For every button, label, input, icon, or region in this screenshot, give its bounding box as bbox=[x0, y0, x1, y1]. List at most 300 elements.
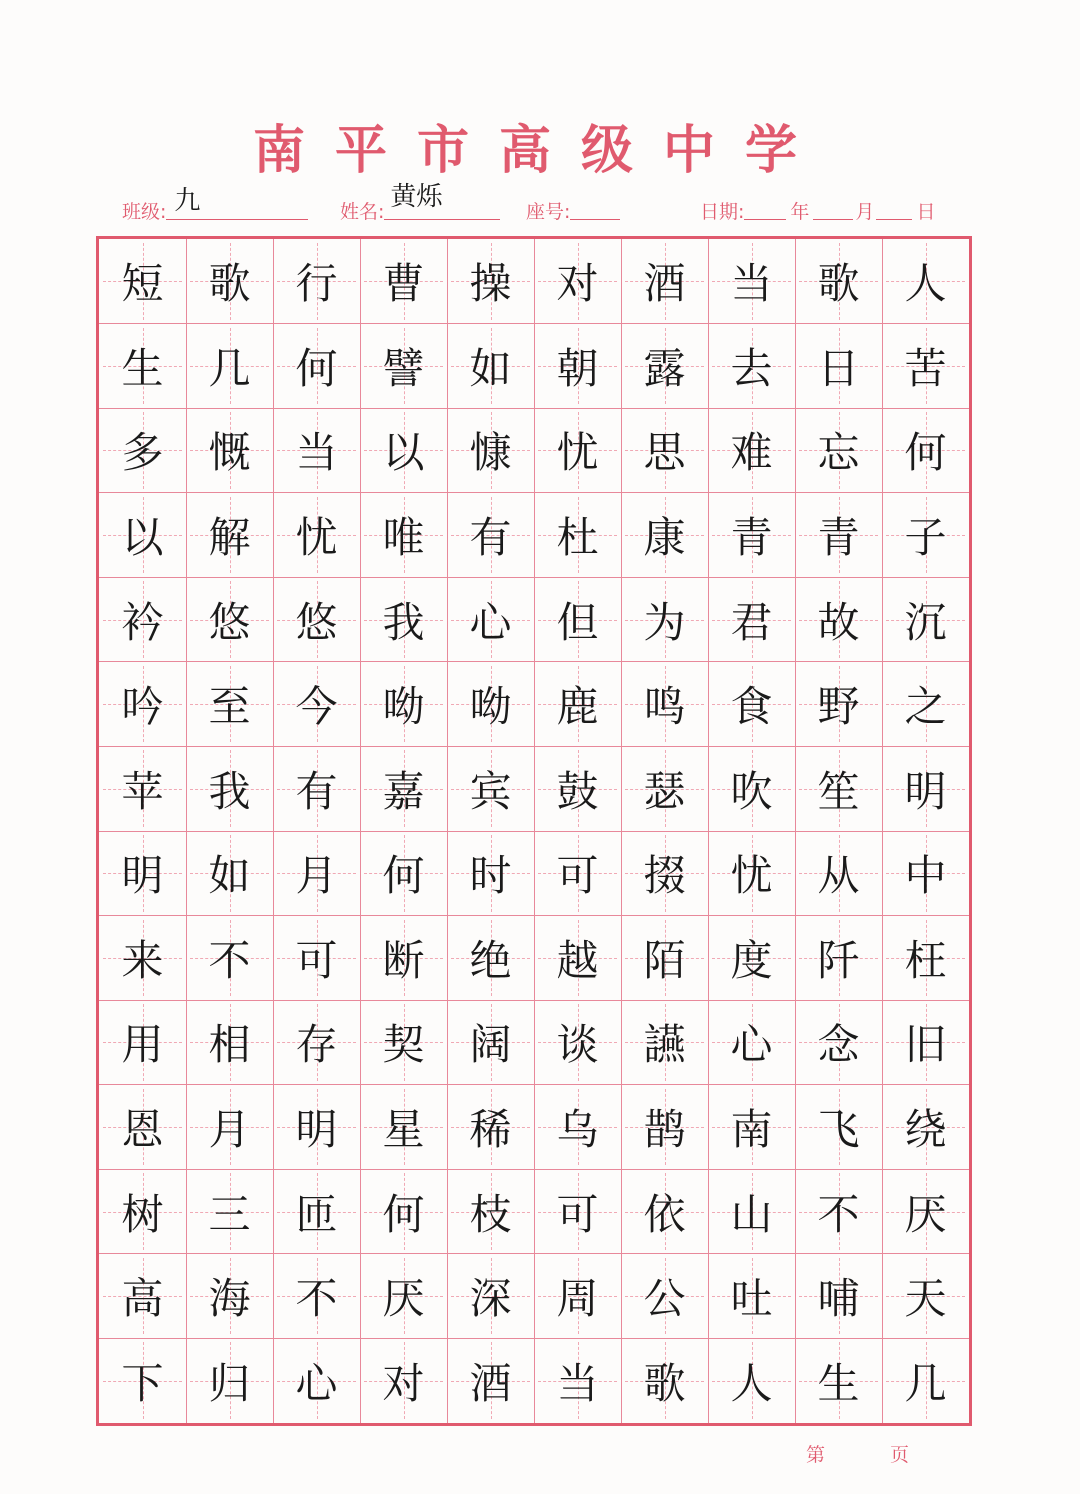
grid-character: 三 bbox=[208, 1189, 251, 1239]
grid-cell bbox=[534, 408, 621, 493]
grid-character: 慷 bbox=[469, 428, 512, 478]
grid-cell bbox=[447, 324, 534, 409]
grid-cell bbox=[99, 577, 186, 662]
grid-cell bbox=[360, 1338, 447, 1423]
grid-character: 存 bbox=[295, 1020, 338, 1070]
grid-cell bbox=[360, 1085, 447, 1170]
grid-cell bbox=[708, 1254, 795, 1339]
grid-character: 中 bbox=[904, 851, 947, 901]
grid-character: 故 bbox=[817, 597, 860, 647]
grid-character: 阡 bbox=[817, 935, 860, 985]
grid-cell bbox=[882, 831, 969, 916]
grid-cell bbox=[534, 1338, 621, 1423]
grid-character: 旧 bbox=[904, 1020, 947, 1070]
grid-cell bbox=[882, 324, 969, 409]
grid-cell bbox=[360, 577, 447, 662]
grid-cell bbox=[708, 831, 795, 916]
month-line bbox=[813, 191, 853, 220]
name-line bbox=[384, 182, 500, 220]
grid-character: 归 bbox=[208, 1358, 251, 1408]
grid-character: 念 bbox=[817, 1020, 860, 1070]
grid-cell bbox=[708, 239, 795, 324]
grid-cell bbox=[447, 239, 534, 324]
class-value: 九 bbox=[174, 186, 201, 216]
grid-cell bbox=[273, 916, 360, 1001]
grid-character: 当 bbox=[556, 1358, 599, 1408]
grid-character: 慨 bbox=[208, 428, 251, 478]
grid-cell bbox=[273, 746, 360, 831]
grid-character: 苦 bbox=[904, 343, 947, 393]
grid-cell bbox=[621, 577, 708, 662]
grid-cell bbox=[621, 1338, 708, 1423]
grid-cell bbox=[99, 408, 186, 493]
grid-cell bbox=[795, 831, 882, 916]
grid-cell bbox=[708, 324, 795, 409]
grid-character: 思 bbox=[643, 428, 686, 478]
grid-character: 苹 bbox=[121, 766, 164, 816]
grid-character: 之 bbox=[904, 682, 947, 732]
grid-character: 但 bbox=[556, 597, 599, 647]
year-line bbox=[744, 191, 786, 220]
grid-character: 吟 bbox=[121, 682, 164, 732]
grid-character: 心 bbox=[469, 597, 512, 647]
grid-character: 野 bbox=[817, 682, 860, 732]
grid-cell bbox=[882, 746, 969, 831]
grid-cell bbox=[273, 577, 360, 662]
grid-character: 何 bbox=[295, 343, 338, 393]
grid-character: 月 bbox=[208, 1104, 251, 1154]
grid-cell bbox=[99, 746, 186, 831]
grid-character: 如 bbox=[208, 851, 251, 901]
grid-cell bbox=[186, 1338, 273, 1423]
info-row bbox=[0, 182, 1080, 224]
grid-character: 难 bbox=[730, 428, 773, 478]
grid-character: 枝 bbox=[469, 1189, 512, 1239]
grid-character: 明 bbox=[904, 766, 947, 816]
grid-character: 匝 bbox=[295, 1189, 338, 1239]
grid-cell bbox=[534, 324, 621, 409]
grid-character: 不 bbox=[208, 935, 251, 985]
grid-character: 讌 bbox=[643, 1020, 686, 1070]
grid-cell bbox=[708, 1169, 795, 1254]
grid-character: 今 bbox=[295, 682, 338, 732]
grid-cell bbox=[795, 408, 882, 493]
date-label: 日期: bbox=[700, 201, 745, 223]
grid-character: 嘉 bbox=[382, 766, 425, 816]
grid-cell bbox=[99, 1338, 186, 1423]
grid-cell bbox=[99, 916, 186, 1001]
grid-character: 鹊 bbox=[643, 1104, 686, 1154]
grid-character: 哺 bbox=[817, 1274, 860, 1324]
grid-cell bbox=[99, 239, 186, 324]
grid-cell bbox=[795, 1338, 882, 1423]
grid-character: 人 bbox=[730, 1358, 773, 1408]
grid-cell bbox=[708, 916, 795, 1001]
character-grid bbox=[96, 236, 972, 1426]
grid-cell bbox=[708, 662, 795, 747]
grid-cell bbox=[795, 324, 882, 409]
grid-cell bbox=[360, 662, 447, 747]
grid-character: 何 bbox=[904, 428, 947, 478]
grid-cell bbox=[99, 493, 186, 578]
grid-cell bbox=[99, 1169, 186, 1254]
grid-character: 日 bbox=[817, 343, 860, 393]
grid-character: 下 bbox=[121, 1358, 164, 1408]
grid-cell bbox=[534, 493, 621, 578]
grid-cell bbox=[882, 916, 969, 1001]
grid-character: 时 bbox=[469, 851, 512, 901]
grid-character: 笙 bbox=[817, 766, 860, 816]
grid-character: 唯 bbox=[382, 512, 425, 562]
month-label: 月 bbox=[855, 201, 875, 223]
grid-cell bbox=[186, 662, 273, 747]
grid-cell bbox=[273, 662, 360, 747]
grid-character: 不 bbox=[295, 1274, 338, 1324]
grid-cell bbox=[708, 1338, 795, 1423]
grid-character: 明 bbox=[295, 1104, 338, 1154]
grid-cell bbox=[273, 408, 360, 493]
grid-cell bbox=[186, 746, 273, 831]
grid-character: 忧 bbox=[730, 851, 773, 901]
grid-character: 操 bbox=[469, 259, 512, 309]
grid-cell bbox=[186, 916, 273, 1001]
grid-character: 多 bbox=[121, 428, 164, 478]
class-line bbox=[166, 186, 308, 220]
grid-cell bbox=[621, 831, 708, 916]
class-field bbox=[122, 186, 308, 224]
grid-cell bbox=[273, 493, 360, 578]
grid-character: 歌 bbox=[643, 1358, 686, 1408]
grid-character: 譬 bbox=[382, 343, 425, 393]
grid-character: 几 bbox=[208, 343, 251, 393]
grid-character: 越 bbox=[556, 935, 599, 985]
grid-cell bbox=[534, 916, 621, 1001]
grid-character: 忘 bbox=[817, 428, 860, 478]
grid-character: 度 bbox=[730, 935, 773, 985]
grid-cell bbox=[186, 1000, 273, 1085]
grid-character: 海 bbox=[208, 1274, 251, 1324]
grid-character: 人 bbox=[904, 259, 947, 309]
grid-character: 绕 bbox=[904, 1104, 947, 1154]
grid-character: 依 bbox=[643, 1189, 686, 1239]
grid-cell bbox=[186, 408, 273, 493]
grid-character: 掇 bbox=[643, 851, 686, 901]
grid-cell bbox=[360, 1169, 447, 1254]
grid-cell bbox=[795, 577, 882, 662]
grid-cell bbox=[447, 746, 534, 831]
grid-character: 生 bbox=[121, 343, 164, 393]
grid-character: 忧 bbox=[295, 512, 338, 562]
grid-cell bbox=[447, 1254, 534, 1339]
name-field bbox=[340, 182, 500, 224]
grid-cell bbox=[447, 408, 534, 493]
grid-character: 从 bbox=[817, 851, 860, 901]
grid-character: 恩 bbox=[121, 1104, 164, 1154]
grid-character: 对 bbox=[556, 259, 599, 309]
grid-cell bbox=[795, 493, 882, 578]
grid-character: 陌 bbox=[643, 935, 686, 985]
grid-character: 呦 bbox=[382, 682, 425, 732]
grid-character: 鹿 bbox=[556, 682, 599, 732]
grid-cell bbox=[708, 746, 795, 831]
grid-character: 我 bbox=[208, 766, 251, 816]
grid-character: 歌 bbox=[817, 259, 860, 309]
grid-character: 可 bbox=[295, 935, 338, 985]
grid-cell bbox=[882, 1000, 969, 1085]
grid-character: 我 bbox=[382, 597, 425, 647]
grid-character: 用 bbox=[121, 1020, 164, 1070]
grid-character: 杜 bbox=[556, 512, 599, 562]
grid-character: 去 bbox=[730, 343, 773, 393]
grid-character: 如 bbox=[469, 343, 512, 393]
grid-character: 月 bbox=[295, 851, 338, 901]
grid-cell bbox=[447, 916, 534, 1001]
grid-cell bbox=[186, 493, 273, 578]
grid-character: 有 bbox=[295, 766, 338, 816]
grid-cell bbox=[273, 1169, 360, 1254]
grid-cell bbox=[99, 1085, 186, 1170]
grid-character: 有 bbox=[469, 512, 512, 562]
grid-character: 悠 bbox=[295, 597, 338, 647]
grid-character: 来 bbox=[121, 935, 164, 985]
seat-field bbox=[526, 192, 620, 224]
grid-cell bbox=[360, 831, 447, 916]
grid-cell bbox=[534, 577, 621, 662]
grid-cell bbox=[360, 493, 447, 578]
grid-character: 酒 bbox=[643, 259, 686, 309]
grid-character: 何 bbox=[382, 851, 425, 901]
name-value: 黄烁 bbox=[390, 182, 443, 212]
grid-character: 鼓 bbox=[556, 766, 599, 816]
grid-character: 青 bbox=[817, 512, 860, 562]
grid-cell bbox=[534, 239, 621, 324]
grid-character: 当 bbox=[295, 428, 338, 478]
grid-character: 歌 bbox=[208, 259, 251, 309]
grid-character: 朝 bbox=[556, 343, 599, 393]
grid-character: 以 bbox=[121, 512, 164, 562]
grid-character: 深 bbox=[469, 1274, 512, 1324]
grid-cell bbox=[621, 916, 708, 1001]
grid-cell bbox=[708, 577, 795, 662]
grid-character: 瑟 bbox=[643, 766, 686, 816]
grid-cell bbox=[534, 1000, 621, 1085]
grid-cell bbox=[882, 1338, 969, 1423]
grid-character: 断 bbox=[382, 935, 425, 985]
grid-cell bbox=[708, 493, 795, 578]
grid-cell bbox=[882, 493, 969, 578]
grid-character: 青 bbox=[730, 512, 773, 562]
grid-cell bbox=[273, 239, 360, 324]
grid-cell bbox=[534, 831, 621, 916]
grid-character: 南 bbox=[730, 1104, 773, 1154]
grid-cell bbox=[273, 1085, 360, 1170]
grid-character: 以 bbox=[382, 428, 425, 478]
grid-cell bbox=[99, 662, 186, 747]
grid-character: 公 bbox=[643, 1274, 686, 1324]
grid-cell bbox=[882, 1254, 969, 1339]
grid-cell bbox=[621, 1254, 708, 1339]
grid-character: 几 bbox=[904, 1358, 947, 1408]
grid-character: 子 bbox=[904, 512, 947, 562]
grid-cell bbox=[534, 662, 621, 747]
grid-character: 鸣 bbox=[643, 682, 686, 732]
grid-character: 阔 bbox=[469, 1020, 512, 1070]
grid-character: 厌 bbox=[382, 1274, 425, 1324]
grid-cell bbox=[99, 831, 186, 916]
grid-cell bbox=[882, 408, 969, 493]
grid-character: 短 bbox=[121, 259, 164, 309]
grid-cell bbox=[360, 408, 447, 493]
grid-cell bbox=[621, 1085, 708, 1170]
grid-cell bbox=[795, 1254, 882, 1339]
grid-cell bbox=[534, 1254, 621, 1339]
grid-character: 树 bbox=[121, 1189, 164, 1239]
grid-cell bbox=[795, 746, 882, 831]
grid-character: 不 bbox=[817, 1189, 860, 1239]
grid-cell bbox=[447, 1000, 534, 1085]
grid-character: 星 bbox=[382, 1104, 425, 1154]
grid-cell bbox=[621, 746, 708, 831]
grid-cell bbox=[186, 1169, 273, 1254]
grid-cell bbox=[447, 577, 534, 662]
grid-character: 明 bbox=[121, 851, 164, 901]
grid-character: 契 bbox=[382, 1020, 425, 1070]
grid-cell bbox=[795, 239, 882, 324]
grid-cell bbox=[621, 493, 708, 578]
grid-character: 谈 bbox=[556, 1020, 599, 1070]
grid-cell bbox=[447, 1338, 534, 1423]
grid-cell bbox=[795, 1169, 882, 1254]
grid-cell bbox=[273, 1254, 360, 1339]
grid-character: 康 bbox=[643, 512, 686, 562]
grid-character: 为 bbox=[643, 597, 686, 647]
grid-character: 吹 bbox=[730, 766, 773, 816]
grid-cell bbox=[882, 239, 969, 324]
grid-cell bbox=[795, 1000, 882, 1085]
grid-character: 对 bbox=[382, 1358, 425, 1408]
grid-character: 食 bbox=[730, 682, 773, 732]
grid-character: 生 bbox=[817, 1358, 860, 1408]
grid-cell bbox=[360, 746, 447, 831]
grid-character: 沉 bbox=[904, 597, 947, 647]
grid-cell bbox=[795, 1085, 882, 1170]
grid-character: 乌 bbox=[556, 1104, 599, 1154]
grid-cell bbox=[708, 1000, 795, 1085]
grid-character: 露 bbox=[643, 343, 686, 393]
grid-character: 何 bbox=[382, 1189, 425, 1239]
grid-cell bbox=[273, 831, 360, 916]
grid-character: 宾 bbox=[469, 766, 512, 816]
grid-character: 绝 bbox=[469, 935, 512, 985]
grid-character: 厌 bbox=[904, 1189, 947, 1239]
grid-cell bbox=[447, 831, 534, 916]
grid-cell bbox=[621, 239, 708, 324]
grid-character: 呦 bbox=[469, 682, 512, 732]
grid-cell bbox=[534, 1085, 621, 1170]
grid-character: 山 bbox=[730, 1189, 773, 1239]
grid-cell bbox=[360, 239, 447, 324]
grid-cell bbox=[273, 1338, 360, 1423]
seat-line bbox=[570, 191, 620, 220]
grid-character: 心 bbox=[730, 1020, 773, 1070]
grid-character: 相 bbox=[208, 1020, 251, 1070]
grid-cell bbox=[621, 408, 708, 493]
grid-cell bbox=[186, 1254, 273, 1339]
grid-cell bbox=[186, 831, 273, 916]
grid-character: 心 bbox=[295, 1358, 338, 1408]
grid-cell bbox=[99, 1000, 186, 1085]
grid-cell bbox=[795, 916, 882, 1001]
grid-cell bbox=[708, 1085, 795, 1170]
grid-character: 飞 bbox=[817, 1104, 860, 1154]
grid-cell bbox=[882, 662, 969, 747]
page-label-first: 第 bbox=[806, 1444, 826, 1466]
grid-cell bbox=[447, 493, 534, 578]
grid-character: 稀 bbox=[469, 1104, 512, 1154]
grid-character: 周 bbox=[556, 1274, 599, 1324]
grid-character: 忧 bbox=[556, 428, 599, 478]
grid-cell bbox=[534, 1169, 621, 1254]
grid-cell bbox=[273, 324, 360, 409]
grid-cell bbox=[447, 1169, 534, 1254]
grid-cell bbox=[795, 662, 882, 747]
grid-cell bbox=[621, 324, 708, 409]
grid-cell bbox=[621, 662, 708, 747]
grid-character: 当 bbox=[730, 259, 773, 309]
grid-character: 可 bbox=[556, 1189, 599, 1239]
grid-character: 曹 bbox=[382, 259, 425, 309]
grid-character: 衿 bbox=[121, 597, 164, 647]
grid-character: 吐 bbox=[730, 1274, 773, 1324]
grid-cell bbox=[186, 239, 273, 324]
class-label: 班级: bbox=[122, 201, 167, 223]
grid-cell bbox=[99, 1254, 186, 1339]
grid-cell bbox=[882, 577, 969, 662]
grid-cell bbox=[360, 916, 447, 1001]
grid-character: 至 bbox=[208, 682, 251, 732]
day-line bbox=[876, 191, 912, 220]
grid-character: 高 bbox=[121, 1274, 164, 1324]
seat-label: 座号: bbox=[526, 201, 571, 223]
grid-cell bbox=[186, 577, 273, 662]
school-title: 南平市高级中学 bbox=[252, 120, 827, 181]
grid-cell bbox=[882, 1169, 969, 1254]
day-label: 日 bbox=[916, 201, 936, 223]
grid-cell bbox=[621, 1169, 708, 1254]
grid-character: 悠 bbox=[208, 597, 251, 647]
date-field bbox=[700, 192, 935, 224]
grid-cell bbox=[534, 746, 621, 831]
grid-character: 君 bbox=[730, 597, 773, 647]
year-label: 年 bbox=[790, 201, 810, 223]
grid-cell bbox=[360, 1254, 447, 1339]
grid-cell bbox=[360, 324, 447, 409]
grid-character: 天 bbox=[904, 1274, 947, 1324]
grid-cell bbox=[186, 1085, 273, 1170]
grid-character: 可 bbox=[556, 851, 599, 901]
grid-cell bbox=[621, 1000, 708, 1085]
grid-cell bbox=[99, 324, 186, 409]
grid-cell bbox=[882, 1085, 969, 1170]
grid-cell bbox=[186, 324, 273, 409]
grid-character: 酒 bbox=[469, 1358, 512, 1408]
grid-character: 解 bbox=[208, 512, 251, 562]
grid-character: 枉 bbox=[904, 935, 947, 985]
grid-character: 行 bbox=[295, 259, 338, 309]
page-label-second: 页 bbox=[890, 1444, 910, 1466]
grid-cell bbox=[273, 1000, 360, 1085]
grid-cell bbox=[360, 1000, 447, 1085]
